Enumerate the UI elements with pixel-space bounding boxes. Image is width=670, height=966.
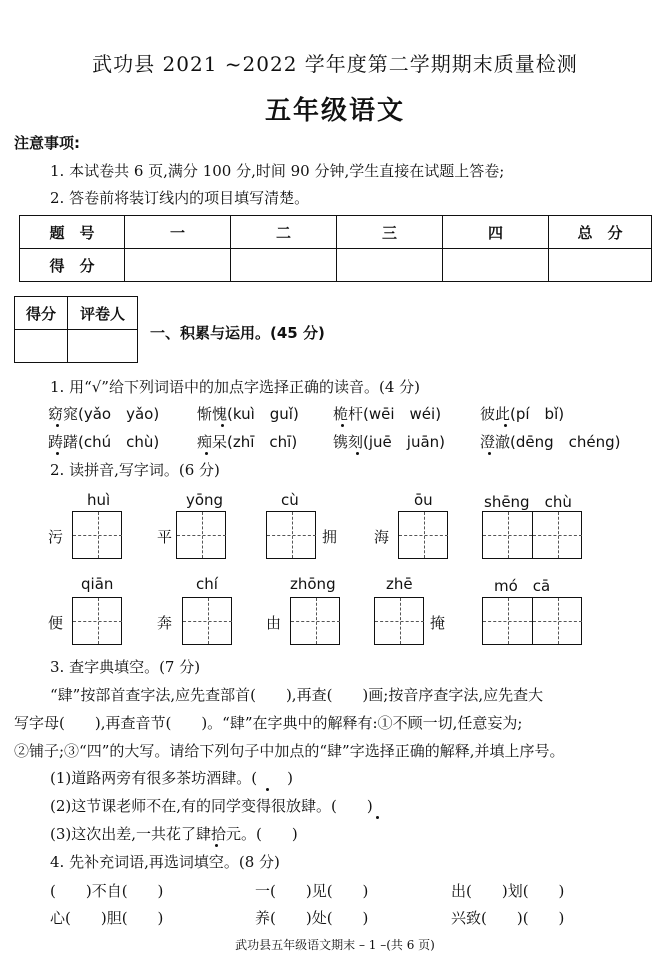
q2-given-char: 海 bbox=[374, 528, 390, 546]
q3-paragraph-line: 写字母( ),再查音节( )。“肆”在字典中的解释有:①不顾一切,任意妄为; bbox=[14, 714, 523, 732]
notice-item-2: 2. 答卷前将装订线内的项目填写清楚。 bbox=[50, 189, 310, 207]
notice-item-1: 1. 本试卷共 6 页,满分 100 分,时间 90 分钟,学生直接在试题上答卷; bbox=[50, 162, 505, 180]
q1-pinyin: (wēi wéi) bbox=[363, 405, 442, 423]
q1-item bbox=[48, 403, 159, 424]
score-header-label: 题 号 bbox=[20, 216, 125, 249]
score-table bbox=[19, 215, 652, 282]
q2-given-char: 掩 bbox=[430, 614, 446, 632]
q1-pinyin: (zhī chī) bbox=[227, 433, 298, 451]
q1-item bbox=[197, 403, 299, 424]
emphasis-dot bbox=[341, 424, 344, 427]
score-cell-3[interactable] bbox=[337, 249, 443, 282]
writing-box-double[interactable] bbox=[482, 511, 582, 559]
q1-item bbox=[48, 431, 159, 452]
grader-name-label: 评卷人 bbox=[68, 297, 138, 330]
q3-sentence: (1)道路两旁有很多茶坊酒肆。( ) bbox=[50, 769, 293, 787]
q1-word: 桅杆 bbox=[333, 405, 364, 423]
q1-item bbox=[333, 431, 445, 452]
q1-word: 彼此 bbox=[480, 405, 511, 423]
writing-box[interactable] bbox=[72, 597, 122, 645]
q3-sentence: (3)这次出差,一共花了肆拾元。( ) bbox=[50, 825, 298, 843]
q4-idiom: 一( )见( ) bbox=[255, 882, 369, 900]
q4-idiom: 养( )处( ) bbox=[255, 909, 369, 927]
emphasis-dot bbox=[356, 452, 359, 455]
writing-box[interactable] bbox=[398, 511, 448, 559]
q2-pinyin: yōng bbox=[186, 491, 224, 509]
q2-pinyin: qiān bbox=[81, 575, 114, 593]
q1-word: 窈窕 bbox=[48, 405, 79, 423]
emphasis-dot bbox=[376, 816, 379, 819]
q1-pinyin: (yǎo yǎo) bbox=[78, 405, 160, 423]
q2-given-char: 奔 bbox=[157, 614, 173, 632]
grader-score-cell[interactable] bbox=[15, 330, 68, 363]
q2-given-char: 平 bbox=[157, 528, 173, 546]
q1-prompt: 1. 用“√”给下列词语中的加点字选择正确的读音。(4 分) bbox=[50, 378, 420, 396]
emphasis-dot bbox=[205, 452, 208, 455]
q4-idiom: 心( )胆( ) bbox=[50, 909, 164, 927]
q1-item bbox=[197, 431, 297, 452]
q3-prompt: 3. 查字典填空。(7 分) bbox=[50, 658, 201, 676]
score-cell-4[interactable] bbox=[443, 249, 549, 282]
emphasis-dot bbox=[266, 788, 269, 791]
notice-heading: 注意事项: bbox=[14, 134, 80, 152]
q1-pinyin: (juē juān) bbox=[363, 433, 445, 451]
page-footer: 武功县五年级语文期末 – 1 –(共 6 页) bbox=[235, 938, 435, 952]
grader-score-label: 得分 bbox=[15, 297, 68, 330]
q2-given-char: 拥 bbox=[322, 528, 338, 546]
q1-word: 踌躇 bbox=[48, 433, 79, 451]
writing-box[interactable] bbox=[290, 597, 340, 645]
score-row-label: 得 分 bbox=[20, 249, 125, 282]
q2-pinyin: ōu bbox=[414, 491, 433, 509]
q3-paragraph-line: “肆”按部首查字法,应先查部首( ),再查( )画;按音序查字法,应先查大 bbox=[50, 686, 544, 704]
q1-item bbox=[333, 403, 441, 424]
q4-idiom: 出( )划( ) bbox=[451, 882, 565, 900]
q2-given-char: 便 bbox=[48, 614, 64, 632]
writing-box[interactable] bbox=[176, 511, 226, 559]
emphasis-dot bbox=[221, 424, 224, 427]
q4-idiom: ( )不自( ) bbox=[50, 882, 164, 900]
emphasis-dot bbox=[56, 452, 59, 455]
grader-table bbox=[14, 296, 138, 363]
q1-word: 惭愧 bbox=[197, 405, 228, 423]
score-header-4: 四 bbox=[443, 216, 549, 249]
q1-item bbox=[480, 431, 621, 452]
writing-box[interactable] bbox=[72, 511, 122, 559]
score-cell-2[interactable] bbox=[231, 249, 337, 282]
emphasis-dot bbox=[488, 452, 491, 455]
q2-pinyin: cù bbox=[281, 491, 299, 509]
emphasis-dot bbox=[215, 844, 218, 847]
q2-pinyin: mó cā bbox=[494, 577, 551, 595]
q1-pinyin: (kuì guǐ) bbox=[227, 405, 299, 423]
writing-box[interactable] bbox=[374, 597, 424, 645]
writing-box[interactable] bbox=[266, 511, 316, 559]
q3-paragraph-line: ②铺子;③“四”的大写。请给下列句子中加点的“肆”字选择正确的解释,并填上序号。 bbox=[14, 742, 565, 760]
writing-box[interactable] bbox=[182, 597, 232, 645]
q2-prompt: 2. 读拼音,写字词。(6 分) bbox=[50, 461, 220, 479]
score-cell-1[interactable] bbox=[125, 249, 231, 282]
q1-word: 痴呆 bbox=[197, 433, 228, 451]
score-cell-total[interactable] bbox=[549, 249, 652, 282]
score-header-total: 总 分 bbox=[549, 216, 652, 249]
emphasis-dot bbox=[56, 424, 59, 427]
q1-word: 澄澈 bbox=[480, 433, 511, 451]
q2-pinyin: zhē bbox=[386, 575, 413, 593]
section1-heading: 一、积累与运用。(45 分) bbox=[150, 324, 325, 342]
q2-pinyin: chí bbox=[196, 575, 218, 593]
q1-pinyin: (chú chù) bbox=[78, 433, 160, 451]
q1-word: 镌刻 bbox=[333, 433, 364, 451]
q3-sentence: (2)这节课老师不在,有的同学变得很放肆。( ) bbox=[50, 797, 373, 815]
exam-title: 武功县 2021 ~2022 学年度第二学期期末质量检测 bbox=[92, 52, 578, 76]
emphasis-dot bbox=[504, 424, 507, 427]
q1-item bbox=[480, 403, 564, 424]
q4-idiom: 兴致( )( ) bbox=[451, 909, 565, 927]
subject-title: 五年级语文 bbox=[264, 96, 405, 126]
score-header-3: 三 bbox=[337, 216, 443, 249]
q1-pinyin: (dēng chéng) bbox=[510, 433, 621, 451]
score-header-1: 一 bbox=[125, 216, 231, 249]
q2-pinyin: huì bbox=[87, 491, 111, 509]
score-header-2: 二 bbox=[231, 216, 337, 249]
q2-given-char: 污 bbox=[48, 528, 64, 546]
q2-pinyin: zhōng bbox=[290, 575, 336, 593]
q2-pinyin: shēng chù bbox=[484, 493, 572, 511]
grader-name-cell[interactable] bbox=[68, 330, 138, 363]
q1-pinyin: (pí bǐ) bbox=[510, 405, 565, 423]
q4-prompt: 4. 先补充词语,再选词填空。(8 分) bbox=[50, 853, 280, 871]
writing-box-double[interactable] bbox=[482, 597, 582, 645]
q2-given-char: 由 bbox=[266, 614, 282, 632]
